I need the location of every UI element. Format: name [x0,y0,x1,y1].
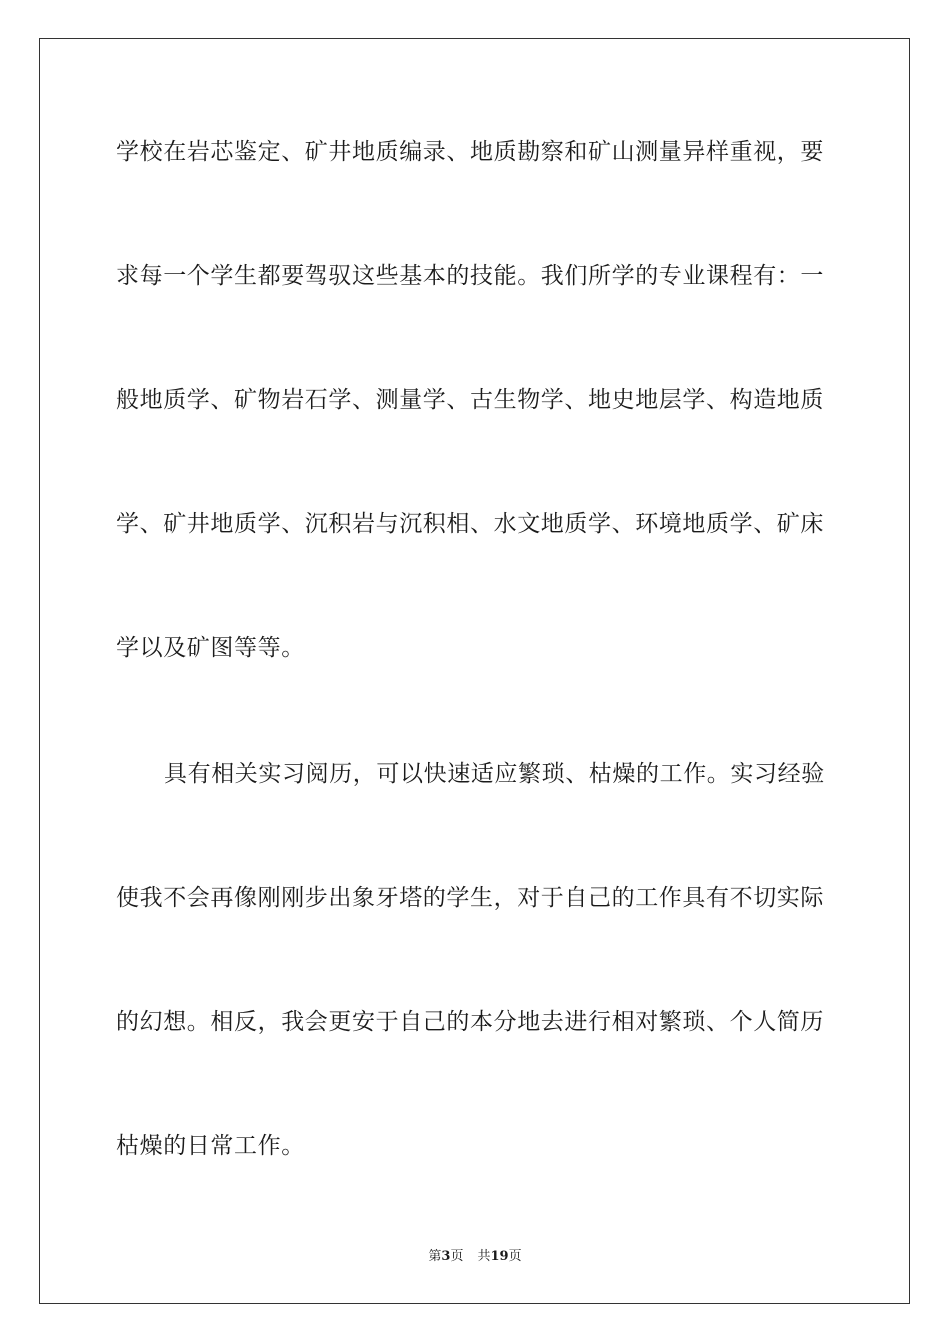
text-line: 般地质学、矿物岩石学、测量学、古生物学、地史地层学、构造地质 [116,387,824,413]
page-prefix: 第 [428,1249,442,1264]
page-suffix: 页 [450,1249,464,1264]
total-suffix: 页 [508,1249,522,1264]
text-line: 学以及矿图等等。 [116,635,305,661]
text-line: 学、矿井地质学、沉积岩与沉积相、水文地质学、环境地质学、矿床 [116,511,824,537]
text-line: 枯燥的日常工作。 [116,1133,305,1159]
total-prefix: 共 [477,1249,491,1264]
page-footer [0,1248,950,1266]
text-line: 具有相关实习阅历，可以快速适应繁琐、枯燥的工作。实习经验 [164,761,825,787]
text-line: 使我不会再像刚刚步出象牙塔的学生，对于自己的工作具有不切实际 [116,885,824,911]
page-current: 3 [441,1249,451,1264]
text-line: 求每一个学生都要驾驭这些基本的技能。我们所学的专业课程有：一 [116,263,824,289]
page-total: 19 [490,1249,509,1264]
page-border [39,38,910,1304]
text-line: 的幻想。相反，我会更安于自己的本分地去进行相对繁琐、个人简历 [116,1009,824,1035]
text-line: 学校在岩芯鉴定、矿井地质编录、地质勘察和矿山测量异样重视，要 [116,139,824,165]
